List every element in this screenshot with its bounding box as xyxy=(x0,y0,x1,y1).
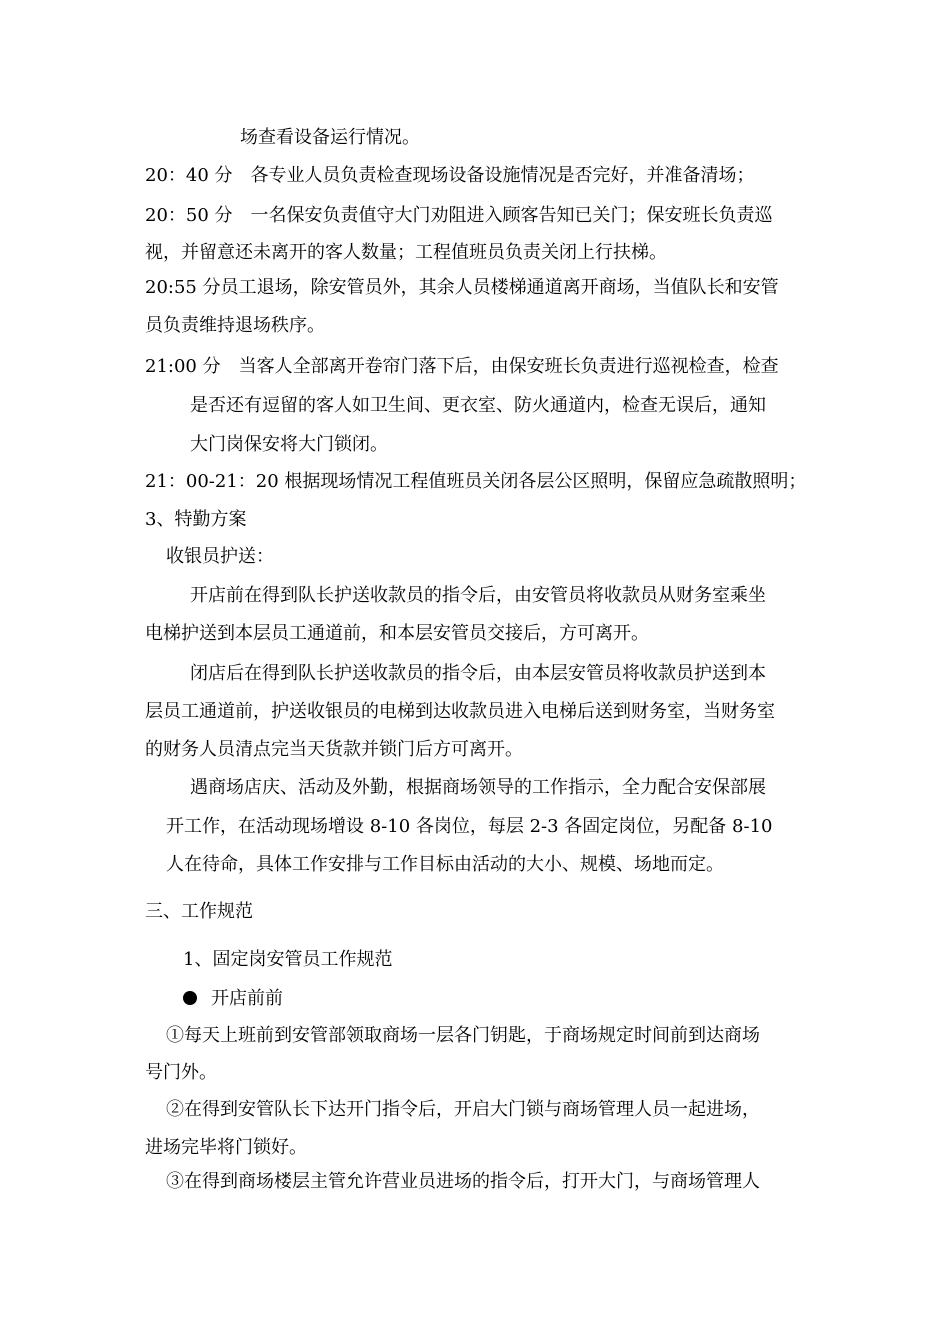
text-line-28: ③在得到商场楼层主管允许营业员进场的指令后，打开大门，与商场管理人 xyxy=(166,1171,760,1192)
text-line-2: 20：40 分 各专业人员负责检查现场设备设施情况是否完好，并准备清场； xyxy=(145,165,755,186)
text-line-19: 开工作，在活动现场增设 8-10 各岗位，每层 2-3 各固定岗位，另配备 8-10 xyxy=(166,816,773,837)
text-line-8: 是否还有逗留的客人如卫生间、更衣室、防火通道内，检查无误后，通知 xyxy=(190,395,766,416)
text-line-13: 开店前在得到队长护送收款员的指令后，由安管员将收款员从财务室乘坐 xyxy=(190,585,766,606)
text-line-4: 视，并留意还未离开的客人数量；工程值班员负责关闭上行扶梯。 xyxy=(145,242,667,263)
section-heading-special-duty: 3、特勤方案 xyxy=(145,509,247,530)
text-line-5: 20:55 分员工退场，除安管员外，其余人员楼梯通道离开商场，当值队长和安管 xyxy=(145,277,779,298)
text-line-14: 电梯护送到本层员工通道前，和本层安管员交接后，方可离开。 xyxy=(145,623,649,644)
text-line-25: 号门外。 xyxy=(145,1062,217,1083)
text-line-16: 层员工通道前，护送收银员的电梯到达收款员进入电梯后送到财务室，当财务室 xyxy=(145,701,775,722)
subheading-cashier-escort: 收银员护送： xyxy=(166,546,274,567)
bullet-item-before-opening xyxy=(183,987,283,1011)
text-line-1: 场查看设备运行情况。 xyxy=(240,127,420,148)
text-line-17: 的财务人员清点完当天货款并锁门后方可离开。 xyxy=(145,739,523,760)
section-heading-work-standards: 三、工作规范 xyxy=(145,901,253,922)
text-line-9: 大门岗保安将大门锁闭。 xyxy=(190,434,388,455)
subheading-fixed-post-standards: 1、固定岗安管员工作规范 xyxy=(183,949,393,970)
text-line-27: 进场完毕将门锁好。 xyxy=(145,1137,307,1158)
text-line-26: ②在得到安管队长下达开门指令后，开启大门锁与商场管理人员一起进场， xyxy=(166,1099,760,1120)
text-line-20: 人在待命，具体工作安排与工作目标由活动的大小、规模、场地而定。 xyxy=(166,854,724,875)
bullet-dot-icon xyxy=(183,991,197,1005)
text-line-10: 21：00-21：20 根据现场情况工程值班员关闭各层公区照明，保留应急疏散照明； xyxy=(145,471,807,492)
text-line-15: 闭店后在得到队长护送收款员的指令后，由本层安管员将收款员护送到本 xyxy=(190,663,766,684)
bullet-item-label: 开店前前 xyxy=(211,988,283,1009)
text-line-6: 员负责维持退场秩序。 xyxy=(145,315,325,336)
text-line-24: ①每天上班前到安管部领取商场一层各门钥匙，于商场规定时间前到达商场 xyxy=(166,1025,760,1046)
text-line-3: 20：50 分 一名保安负责值守大门劝阻进入顾客告知已关门；保安班长负责巡 xyxy=(145,205,773,226)
text-line-7: 21:00 分 当客人全部离开卷帘门落下后，由保安班长负责进行巡视检查，检查 xyxy=(145,356,779,377)
text-line-18: 遇商场店庆、活动及外勤，根据商场领导的工作指示，全力配合安保部展 xyxy=(190,777,766,798)
